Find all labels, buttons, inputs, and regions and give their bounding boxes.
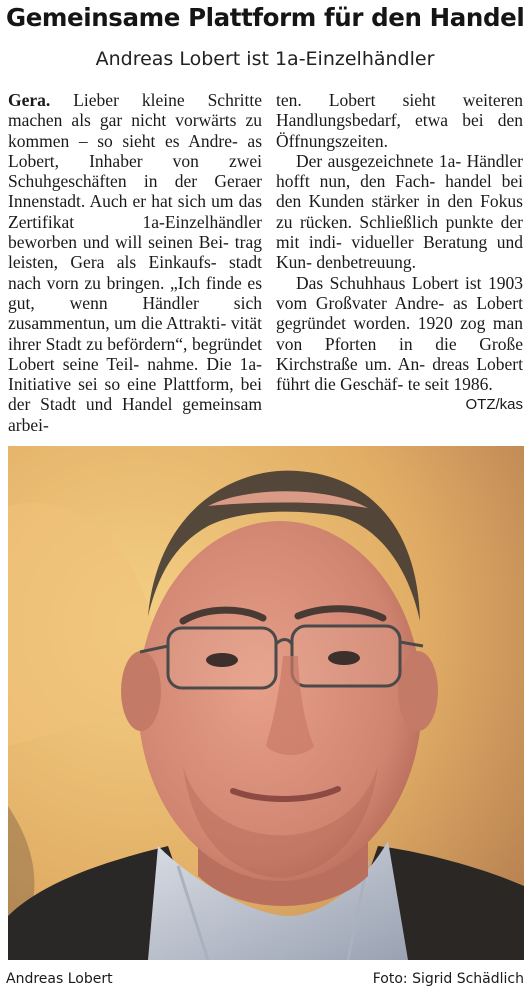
body-line: Lieber kleine Schritte xyxy=(50,90,262,110)
body-line: handel bei den Kunden stärker xyxy=(276,171,523,212)
body-line: denbetreuung. xyxy=(316,252,416,273)
body-line: machen als gar nicht vorwärts xyxy=(8,110,237,131)
photo-credit: Foto: Sigrid Schädlich xyxy=(372,971,524,987)
photo-caption: Andreas Lobert xyxy=(6,971,113,987)
article-paragraph xyxy=(276,90,523,151)
article-column-right xyxy=(276,90,523,416)
body-line: Öffnungszeiten. xyxy=(276,130,388,151)
body-line: zu kommen – so sieht es Andre- xyxy=(8,110,262,151)
body-line: Innenstadt. Auch er hat sich um xyxy=(8,191,234,212)
body-line: trag leisten, Gera als Einkaufs- xyxy=(8,232,263,273)
body-line: Schuhgeschäften in der Geraer xyxy=(8,171,262,192)
body-line: das Zertifikat 1a-Einzelhändler xyxy=(8,191,262,232)
body-line: ten. Lobert sieht weiteren xyxy=(276,90,523,110)
body-line: eine Plattform, bei der Stadt xyxy=(8,374,262,415)
body-line: Schließlich punkte der mit indi- xyxy=(276,211,523,253)
article-subheadline: Andreas Lobert ist 1a-Einzelhändler xyxy=(95,48,435,70)
article-column-left xyxy=(8,90,262,435)
body-line: as Lobert, Inhaber von zwei xyxy=(8,130,262,171)
body-line: Händler hofft nun, den Fach- xyxy=(276,150,524,192)
body-line: te seit 1986. xyxy=(407,374,493,395)
dateline: Gera. xyxy=(8,90,51,110)
body-line: 1903 vom Großvater Andre- xyxy=(276,272,524,313)
body-line: begründet Lobert seine Teil- xyxy=(8,333,263,374)
body-line: die Große Kirchstraße um. An- xyxy=(276,333,523,374)
body-line: beworben und will seinen Bei- xyxy=(8,232,229,253)
body-line: Das Schuhhaus Lobert ist xyxy=(296,272,482,293)
body-line: und Handel gemeinsam arbei- xyxy=(8,394,262,435)
body-line: Der ausgezeichnete 1a- xyxy=(296,150,462,171)
portrait-illustration xyxy=(8,446,524,960)
body-line: vität ihrer Stadt zu befördern“, xyxy=(8,313,263,354)
body-line: vidueller Beratung und Kun- xyxy=(276,232,523,273)
body-line: 1920 zog man von Pforten in xyxy=(276,313,523,354)
article-paragraph xyxy=(276,151,523,273)
body-line: stadt nach vorn zu bringen. „Ich xyxy=(8,252,263,293)
body-line: as Lobert gegründet worden. xyxy=(276,292,523,334)
body-line: dreas Lobert führt die Geschäf- xyxy=(276,353,523,395)
body-line: finde es gut, wenn Händler sich xyxy=(8,272,263,313)
body-line: nahme. Die 1a-Initiative sei so xyxy=(8,353,262,395)
agency-credit: OTZ/kas xyxy=(465,396,523,414)
body-line: zusammentun, um die Attrakti- xyxy=(8,313,227,334)
article-headline: Gemeinsame Plattform für den Handel xyxy=(6,3,525,32)
portrait-photo xyxy=(8,446,524,960)
article-paragraph xyxy=(8,90,262,435)
body-line: in den Fokus zu rücken. xyxy=(276,191,523,232)
body-line: Handlungsbedarf, etwa bei den xyxy=(276,110,523,131)
article-paragraph xyxy=(276,272,524,414)
